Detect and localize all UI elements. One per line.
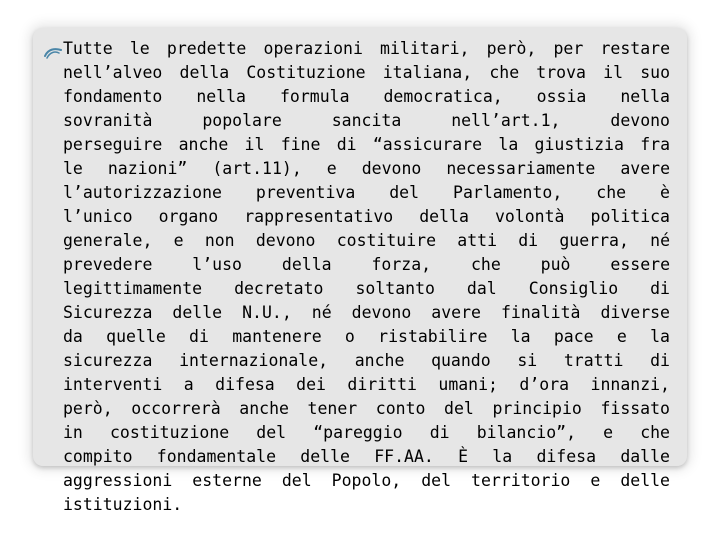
paragraph-line: aggressioni esterne del Popolo, del territorio e delle [63, 471, 670, 490]
paragraph-line: interventi a difesa dei diritti umani; d’ora innanzi, [63, 375, 670, 394]
paragraph-line: perseguire anche il fine di “assicurare la giustizia fra [63, 135, 670, 154]
paragraph-line: Sicurezza delle N.U., né devono avere finalità diverse [63, 303, 670, 322]
paragraph-line: le nazioni” (art.11), e devono necessariamente avere [63, 159, 670, 178]
paragraph-line: in costituzione del “pareggio di bilancio”, e che [63, 423, 670, 442]
paragraph-line: nell’alveo della Costituzione italiana, che trova il suo [63, 63, 670, 82]
paragraph-line: fondamento nella formula democratica, ossia nella [63, 87, 670, 106]
paragraph-line: compito fondamentale delle FF.AA. È la difesa dalle [63, 447, 670, 466]
curved-bullet-icon [44, 47, 62, 59]
paragraph-line: però, occorrerà anche tener conto del principio fissato [63, 399, 670, 418]
paragraph-line: prevedere l’uso della forza, che può essere [63, 255, 670, 274]
paragraph-line: generale, e non devono costituire atti di guerra, né [63, 231, 670, 250]
paragraph-line: Tutte le predette operazioni militari, però, per restare [63, 39, 670, 58]
paragraph-line: legittimamente decretato soltanto dal Consiglio di [63, 279, 670, 298]
bullet-paragraph [63, 37, 670, 517]
paragraph-line: sovranità popolare sancita nell’art.1, devono [63, 111, 670, 130]
paragraph-line: da quelle di mantenere o ristabilire la pace e la [63, 327, 670, 346]
paragraph-line: istituzioni. [63, 495, 183, 514]
paragraph-line: l’unico organo rappresentativo della volontà politica [63, 207, 670, 226]
paragraph-line: sicurezza internazionale, anche quando si tratti di [63, 351, 670, 370]
paragraph-line: l’autorizzazione preventiva del Parlamento, che è [63, 183, 670, 202]
